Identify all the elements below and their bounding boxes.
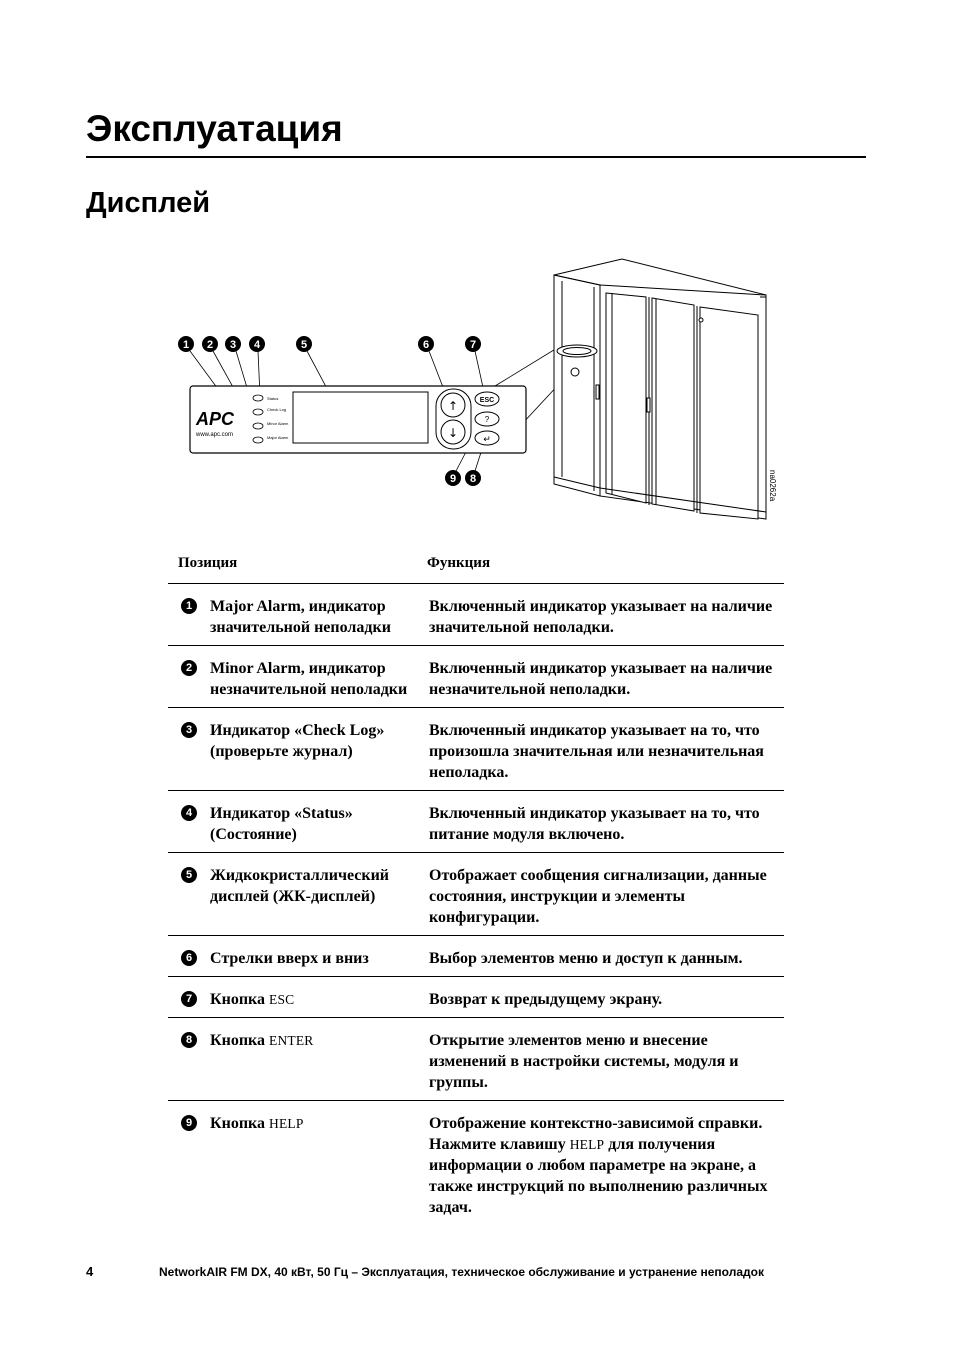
svg-text:2: 2 [206,339,214,351]
function-cell: Отображение контекстно-зависимой справки. Нажмите клавишу HELP для получения информации о любом параметре на экране, а также инструкций по выполнению различных задач. [429,1115,768,1216]
callout-7 [465,336,481,352]
svg-text:5: 5 [300,339,308,351]
callout-8 [465,470,481,486]
title-rule [86,156,866,158]
check-log-led [253,409,263,415]
callout-9 [445,470,461,486]
apc-logo: APC [196,409,235,429]
row-number-badge: 9 [181,1115,197,1131]
position-cell: Индикатор «Check Log» (проверьте журнал) [210,722,385,760]
row-number-badge: 8 [181,1032,197,1048]
table-row [168,1101,784,1225]
callout-2 [202,336,218,352]
callout-1 [178,336,194,352]
function-cell: Включенный индикатор указывает на наличие незначительной неполадки. [429,660,773,698]
table-row [168,584,784,646]
function-cell: Возврат к предыдущему экрану. [429,991,663,1008]
figure-ref-code: na0262a [768,470,777,502]
lcd-screen [293,392,428,443]
footer-title: NetworkAIR FM DX, 40 кВт, 50 Гц – Эксплуатация, техническое обслуживание и устранение неполадок [159,1265,764,1279]
column-header-position: Позиция [178,555,238,571]
svg-text:8: 8 [469,473,477,485]
row-number-badge: 6 [181,950,197,966]
position-cell: Кнопка ENTER [210,1032,314,1049]
svg-text:ESC: ESC [479,397,495,404]
row-number-badge: 5 [181,867,197,883]
function-cell: Включенный индикатор указывает на то, что питание модуля включено. [429,805,760,843]
svg-text:6: 6 [422,339,430,351]
position-cell: Кнопка HELP [210,1115,304,1132]
callout-4 [249,336,265,352]
function-cell: Выбор элементов меню и доступ к данным. [429,950,743,967]
row-number-badge: 4 [181,805,197,821]
function-table [168,584,784,1225]
table-row [168,791,784,853]
minor-alarm-led [253,423,263,429]
control-panel [190,386,526,453]
table-row [168,853,784,936]
minor-alarm-led-label: Minor Alarm [267,421,289,426]
position-cell: Жидкокристаллический дисплей (ЖК-дисплей) [210,867,390,905]
table-row [168,977,784,1018]
position-cell: Minor Alarm, индикатор незначительной неполадки [210,660,408,698]
row-number-badge: 7 [181,991,197,1007]
apc-url: www.apc.com [196,432,234,438]
svg-text:7: 7 [469,339,477,351]
major-alarm-led-label: Major Alarm [267,435,289,440]
up-arrow-icon: ↑ [447,399,459,413]
table-row [168,1018,784,1101]
function-cell: Включенный индикатор указывает на наличие значительной неполадки. [429,598,773,636]
row-number-badge: 3 [181,722,197,738]
table-row [168,936,784,977]
callout-5 [296,336,312,352]
table-row [168,708,784,791]
callout-3 [225,336,241,352]
page-number: 4 [86,1264,94,1279]
enter-icon: ↵ [483,435,491,445]
status-led [253,395,263,401]
check-log-led-label: Check Log [267,407,287,412]
function-cell: Открытие элементов меню и внесение изменений в настройки системы, модуля и группы. [429,1032,739,1091]
cabinet-illustration [554,259,766,519]
function-cell: Отображает сообщения сигнализации, данные состояния, инструкции и элементы конфигурации. [429,867,767,926]
function-cell: Включенный индикатор указывает на то, что произошла значительная или незначительная неполадка. [429,722,764,781]
page-title: Эксплуатация [86,108,343,149]
status-led-label: Status [267,396,279,401]
svg-text:1: 1 [182,339,190,351]
major-alarm-led [253,437,263,443]
svg-text:?: ? [484,415,490,424]
callout-6 [418,336,434,352]
down-arrow-icon: ↓ [447,426,459,440]
svg-text:3: 3 [229,339,237,351]
svg-text:4: 4 [253,339,261,351]
column-header-function: Функция [427,555,491,571]
position-cell: Кнопка ESC [210,991,295,1008]
display-figure [170,255,790,530]
row-number-badge: 1 [181,598,197,614]
position-cell: Индикатор «Status» (Состояние) [210,805,353,843]
svg-text:9: 9 [449,473,457,485]
row-number-badge: 2 [181,660,197,676]
position-cell: Стрелки вверх и вниз [210,950,369,967]
section-title: Дисплей [86,187,211,219]
position-cell: Major Alarm, индикатор значительной неполадки [210,598,391,636]
table-row [168,646,784,708]
